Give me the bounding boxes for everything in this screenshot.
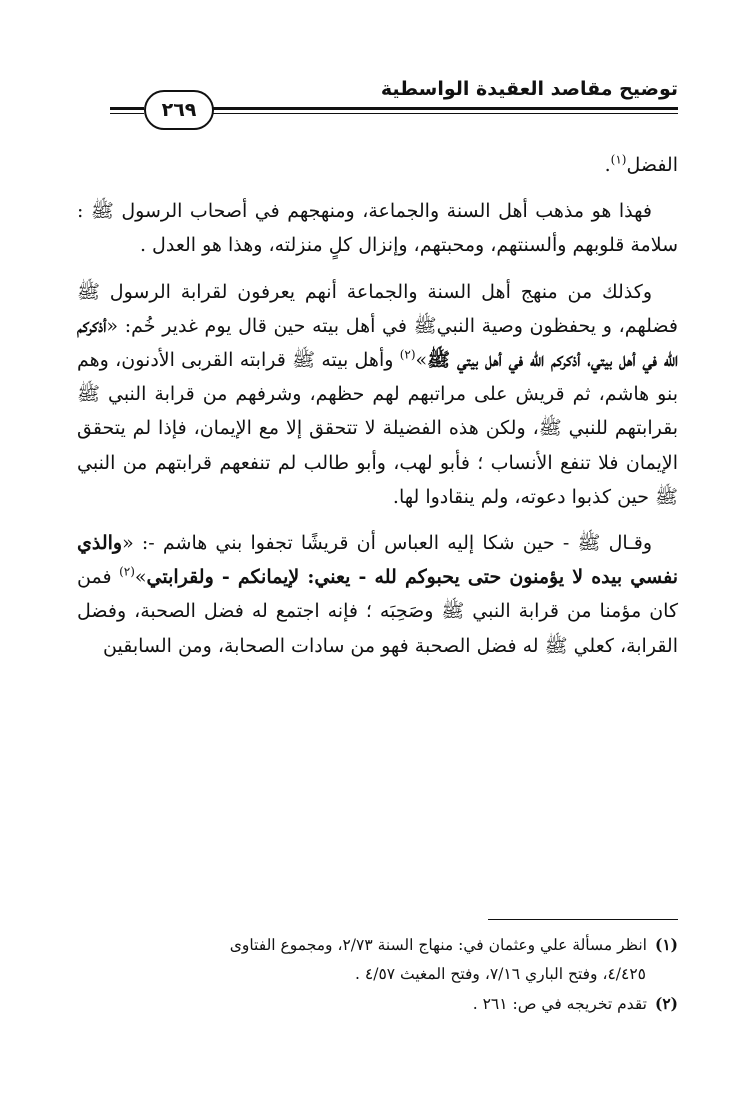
- paragraph-1-end: .: [604, 154, 611, 176]
- footnote-separator: [488, 919, 678, 920]
- hadith-quote-2: والذي نفسي بيده لا يؤمنون حتى يحبوكم لله - يعني: لإيمانكم - ولقرابتي: [77, 532, 678, 589]
- paragraph-2: فهذا هو مذهب أهل السنة والجماعة، ومنهجهم في أصحاب الرسول ﷺ : سلامة قلوبهم وألسنتهم، ومحبتهم، وإنزال كلٍ منزلته، وهذا هو العدل .: [77, 200, 678, 257]
- footnote-1-continuation: ٤/٤٢٥، وفتح الباري ٧/١٦، وفتح المغيث ٤/٥٧ .: [355, 965, 646, 983]
- paragraph-3-part1: وكذلك من منهج أهل السنة والجماعة أنهم يعرفون لقرابة الرسول ﷺ فضلهم، و يحفظون وصية النبيﷺ في أهل بيته حين قال يوم غدير خُم: «: [77, 280, 678, 337]
- header-rule-thin: [210, 113, 678, 114]
- footnote-1-line1: انظر مسألة علي وعثمان في: منهاج السنة ٢/٧٣، ومجموع الفتاوى: [229, 936, 647, 954]
- footnote-ref-1: (١): [610, 152, 627, 167]
- footnote-ref-2: (٢): [399, 347, 416, 362]
- footnotes: [77, 930, 678, 1019]
- footnote-ref-3: (٢): [119, 564, 135, 579]
- page-number: ٢٦٩: [144, 90, 214, 130]
- header-rule-thick: [210, 107, 678, 110]
- hadith-quote-1: أذكركم الله في أهل بيتي، أذكركم الله في أهل بيتي ﷺ: [77, 314, 678, 372]
- paragraph-3-part2: »: [415, 349, 428, 372]
- paragraph-4: [77, 526, 678, 663]
- paragraph-3: [77, 275, 678, 514]
- paragraph-4-part1: وقـال ﷺ - حين شكا إليه العباس أن قريشًا تجفوا بني هاشم -: «: [122, 532, 652, 555]
- footnote-2: [77, 989, 678, 1019]
- paragraph-4-part2: »: [134, 566, 147, 589]
- header-rule-left-thick: [110, 107, 144, 110]
- header-rule-left-thin: [110, 113, 144, 114]
- footnote-2-line1: تقدم تخريجه في ص: ٢٦١ .: [472, 995, 647, 1013]
- book-title: توضيح مقاصد العقيدة الواسطية: [380, 78, 678, 100]
- footnote-1-mark: (١): [654, 935, 678, 954]
- paragraph-1: [77, 148, 678, 182]
- main-text: [77, 148, 678, 675]
- footnote-2-mark: (٢): [654, 994, 678, 1013]
- footnote-1: [77, 930, 678, 960]
- paragraph-1-text: الفضل: [626, 154, 678, 176]
- page-header: [110, 74, 678, 128]
- paragraph-4-part3: فمن كان مؤمنا من قرابة النبي ﷺ وصَحِبَه ؛ فإنه اجتمع له فضل الصحبة، وفضل القرابة، كعلي ﷺ له فضل الصحبة فهو من سادات الصحابة، ومن السابقين: [77, 566, 678, 657]
- paragraph-3-part3: وأهل بيته ﷺ قرابته القربى الأدنون، وهم بنو هاشم، ثم قريش على مراتبهم لهم حظهم، وشرفهم من قرابة النبي ﷺ بقرابتهم للنبي ﷺ، ولكن هذه الفضيلة لا تتحقق إلا مع الإيمان، فإذا لم يتحقق الإيمان فلا تنفع الأنساب ؛ فأبو لهب، وأبو طالب لم تنفعهم قرابتهم من النبي ﷺ حين كذبوا دعوته، ولم ينقادوا لها.: [77, 349, 678, 508]
